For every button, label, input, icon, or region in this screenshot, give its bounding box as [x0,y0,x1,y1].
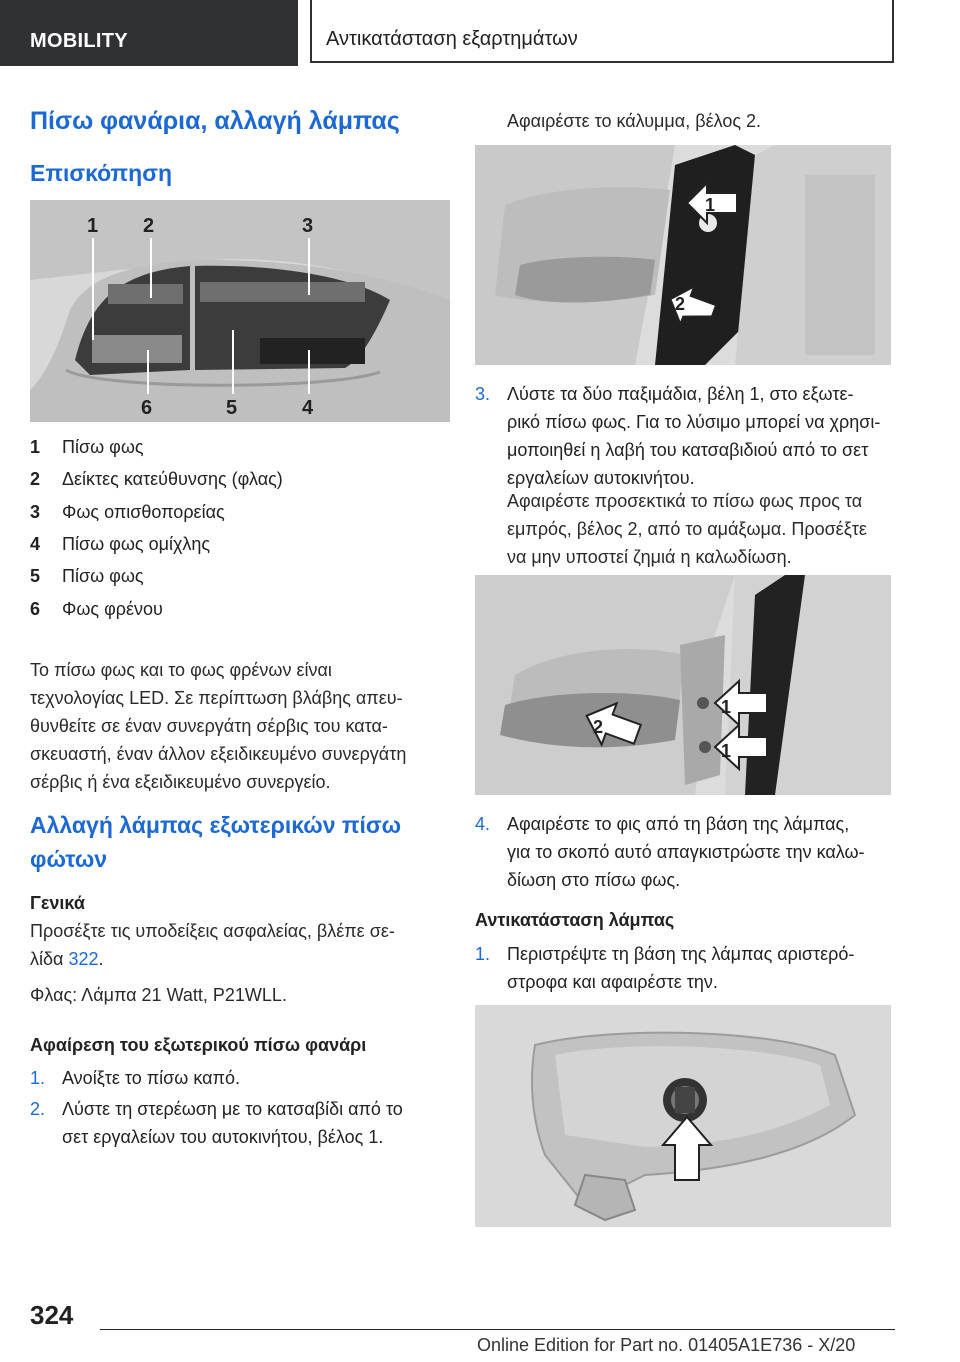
step-text [507,810,897,894]
page-link[interactable]: 322 [68,949,99,969]
step-line: Λύστε τη στερέωση με το κατσαβίδι από το [62,1099,403,1119]
legend-text: Φως οπισθοπορείας [62,502,225,522]
paragraph-line: σκευαστή, έναν άλλον εξειδικευμένο συνεργάτη [30,744,407,764]
step-item [30,1064,450,1092]
step-number: 1. [475,944,491,964]
exterior-heading [30,808,401,876]
step-line: σετ εργαλείων του αυτοκινήτου, βέλος 1. [62,1127,384,1147]
figure-label-arrow-2: 2 [675,294,686,314]
safety-paragraph [30,917,450,973]
step-number: 3. [475,384,491,404]
taillight-overview-figure [30,200,450,422]
step-line: Λύστε τα δύο παξιμάδια, βέλη 1, στο εξωτε- [507,384,854,404]
step-item [30,1095,450,1151]
step-line: δίωση στο πίσω φως. [507,870,681,890]
figure-label-2: 2 [143,215,155,237]
legend-number: 5 [30,566,41,586]
step-text [507,380,897,492]
cover-removal-figure [475,145,891,365]
figure-label-arrow-2: 2 [593,717,604,737]
legend-text: Πίσω φως [62,566,144,586]
paragraph-line: σέρβις ή ένα εξειδικευμένο συνεργείο. [30,772,331,792]
legend-text: Δείκτες κατεύθυνσης (φλας) [62,469,283,489]
led-info-paragraph [30,656,455,796]
step-item [475,810,895,894]
step3-extra-paragraph [507,487,902,571]
figure-label-arrow-1b: 1 [721,741,732,761]
figure-label-arrow-1: 1 [705,195,716,215]
header-chapter-tab [310,0,894,63]
step-item [475,380,895,492]
legend-number: 2 [30,469,41,489]
paragraph-line: τεχνολογίας LED. Σε περίπτωση βλάβης απευ- [30,688,403,708]
legend-text: Φως φρένου [62,599,163,619]
step-line: εργαλείων αυτοκινήτου. [507,468,695,488]
figure-label-4: 4 [302,397,314,419]
legend-number: 4 [30,534,41,554]
header-chapter-label: Αντικατάσταση εξαρτημάτων [326,28,578,50]
step-line: στροφα και αφαιρέστε την. [507,972,718,992]
legend-number: 3 [30,502,41,522]
step-number: 2. [30,1099,46,1119]
legend-text: Πίσω φως ομίχλης [62,534,211,554]
figure-label-5: 5 [226,397,238,419]
nut-removal-figure [475,575,891,795]
step-line: Αφαιρέστε το φις από τη βάση της λάμπας, [507,814,850,834]
step-number: 1. [30,1068,46,1088]
paragraph-line: εμπρός, βέλος 2, από το αμάξωμα. Προσέξτε [507,519,867,539]
step-text [507,940,897,996]
general-heading: Γενικά [30,893,85,913]
bulb-socket-figure [475,1005,891,1227]
replace-heading: Αντικατάσταση λάμπας [475,910,675,930]
cover-instruction: Αφαιρέστε το κάλυμμα, βέλος 2. [507,111,762,131]
legend-number: 1 [30,437,41,457]
figure-label-3: 3 [302,215,314,237]
header-section-label: MOBILITY [30,30,128,52]
step-text [62,1095,452,1151]
heading-line: φώτων [30,846,108,872]
step-line: Περιστρέψτε τη βάση της λάμπας αριστερό- [507,944,855,964]
step-line: μοποιηθεί η λαβή του κατσαβιδιού από το σετ [507,440,869,460]
legend-text: Πίσω φως [62,437,144,457]
legend-number: 6 [30,599,41,619]
step-text: Ανοίξτε το πίσω καπό. [62,1068,240,1088]
paragraph-line: Προσέξτε τις υποδείξεις ασφαλείας, βλέπε σε- [30,921,395,941]
paragraph-line: να μην υποστεί ζημιά η καλωδίωση. [507,547,792,567]
paragraph-line: λίδα [30,949,64,969]
page-number: 324 [30,1300,74,1330]
footer-edition: Online Edition for Part no. 01405A1E736 - X/20 [477,1335,856,1355]
step-item [475,940,895,996]
overview-heading: Επισκόπηση [30,160,172,186]
figure-label-1: 1 [87,215,99,237]
paragraph-line: Το πίσω φως και το φως φρένων είναι [30,660,332,680]
step-line: ρικό πίσω φως. Για το λύσιμο μπορεί να χρησι- [507,412,881,432]
removal-heading: Αφαίρεση του εξωτερικού πίσω φανάρι [30,1035,367,1055]
heading-line: Αλλαγή λάμπας εξωτερικών πίσω [30,812,402,838]
header-section-tab [0,0,298,66]
paragraph-line: θυνθείτε σε έναν συνεργάτη σέρβις του κατα- [30,716,388,736]
turn-signal-spec: Φλας: Λάμπα 21 Watt, P21WLL. [30,985,287,1005]
page-title: Πίσω φανάρια, αλλαγή λάμπας [30,107,400,135]
paragraph-line: Αφαιρέστε προσεκτικά το πίσω φως προς τα [507,491,863,511]
step-line: για το σκοπό αυτό απαγκιστρώστε την καλω- [507,842,865,862]
step-number: 4. [475,814,491,834]
figure-label-arrow-1a: 1 [721,697,732,717]
footer-divider [100,1329,895,1330]
figure-label-6: 6 [141,397,153,419]
paragraph-line: . [98,949,104,969]
